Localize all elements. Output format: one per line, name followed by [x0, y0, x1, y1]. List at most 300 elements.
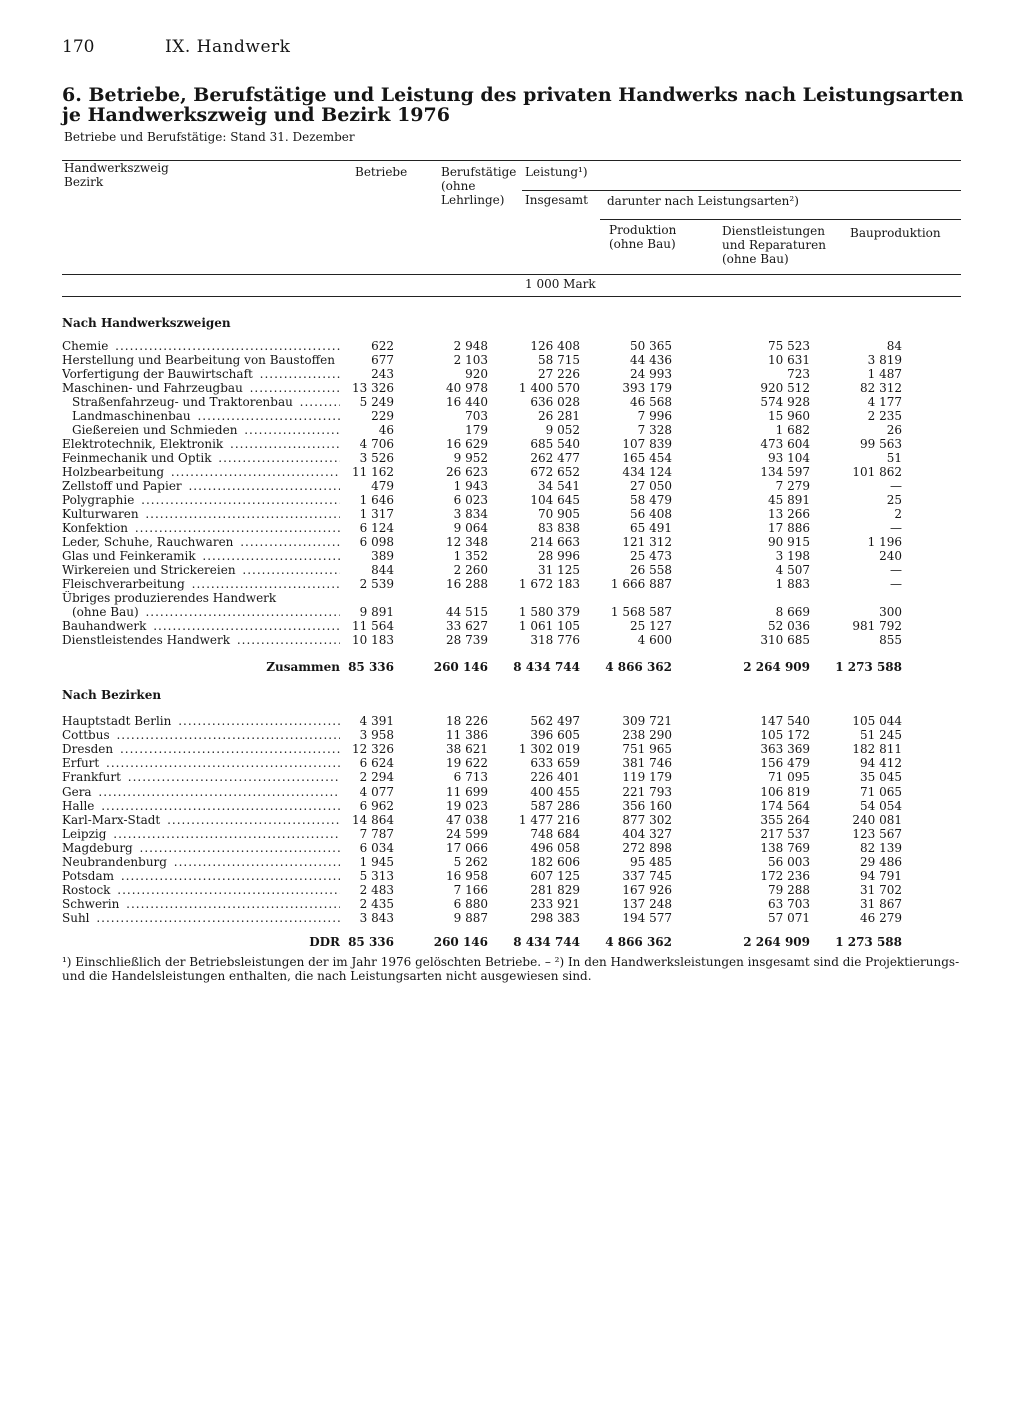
- cell-leistung-insgesamt: 214 663: [530, 535, 580, 549]
- cell-leistung-insgesamt: 672 652: [530, 465, 580, 479]
- cell-bauproduktion: 54 054: [860, 798, 902, 813]
- row-label: [72, 395, 340, 409]
- cell-produktion: 404 327: [622, 826, 672, 841]
- row-label: DDR: [309, 935, 340, 949]
- cell-berufstaetige: 703: [465, 409, 488, 423]
- row-label-text: Holzbearbeitung: [62, 465, 165, 479]
- cell-betriebe: 6 624: [359, 756, 394, 771]
- table-row: [0, 728, 1024, 742]
- cell-berufstaetige: 260 146: [433, 935, 488, 949]
- cell-dienstleistungen: 574 928: [760, 395, 810, 409]
- table-row: [0, 911, 1024, 925]
- cell-produktion: 1 666 887: [610, 577, 672, 591]
- row-label: [62, 479, 340, 493]
- cell-bauproduktion: 51: [886, 451, 902, 465]
- cell-bauproduktion: 2: [894, 507, 902, 521]
- cell-dienstleistungen: 105 172: [760, 728, 810, 743]
- cell-leistung-insgesamt: 126 408: [530, 339, 580, 353]
- row-label-text: Zellstoff und Papier: [62, 479, 182, 493]
- row-label-text: Bauhandwerk: [62, 619, 147, 633]
- header-insgesamt: Insgesamt: [525, 193, 588, 207]
- cell-dienstleistungen: 310 685: [760, 633, 810, 647]
- cell-produktion: 65 491: [630, 521, 672, 535]
- cell-betriebe: 9 891: [359, 605, 394, 619]
- row-label: [62, 465, 340, 479]
- row-label: [62, 619, 340, 633]
- table-row: [0, 367, 1024, 381]
- cell-produktion: 4 600: [637, 633, 672, 647]
- cell-produktion: 434 124: [622, 465, 672, 479]
- header-produktion-2: (ohne Bau): [609, 237, 676, 251]
- header-stub-1: Handwerkszweig: [64, 161, 169, 175]
- cell-dienstleistungen: 1 883: [775, 577, 810, 591]
- table-row: [0, 521, 1024, 535]
- footnote-line-1: ¹) Einschließlich der Betriebsleistungen der im Jahr 1976 gelöschten Betriebe. – ²) In den Handwerksleistungen insgesamt sind die Projektierungs-: [62, 955, 960, 969]
- cell-betriebe: 4 706: [359, 437, 394, 451]
- cell-produktion: 58 479: [630, 493, 672, 507]
- cell-berufstaetige: 24 599: [446, 826, 488, 841]
- table-row: [0, 714, 1024, 728]
- cell-produktion: 393 179: [622, 381, 672, 395]
- table-row: [0, 897, 1024, 911]
- row-label: [62, 911, 340, 925]
- row-label: [62, 756, 340, 770]
- table-row: [0, 423, 1024, 437]
- header-bauproduktion: Bauproduktion: [850, 226, 941, 240]
- row-label: [62, 897, 340, 911]
- cell-dienstleistungen: 71 095: [768, 770, 810, 785]
- table-row: [0, 855, 1024, 869]
- row-label: [62, 451, 340, 465]
- cell-bauproduktion: —: [890, 479, 902, 493]
- cell-produktion: 107 839: [622, 437, 672, 451]
- cell-berufstaetige: 2 103: [453, 353, 488, 367]
- cell-produktion: 309 721: [622, 714, 672, 728]
- row-label: [62, 799, 340, 813]
- row-label-text: Fleischverarbeitung: [62, 577, 185, 591]
- cell-produktion: 27 050: [630, 479, 672, 493]
- row-label: Zusammen: [266, 660, 340, 674]
- cell-berufstaetige: 18 226: [446, 714, 488, 728]
- cell-berufstaetige: 9 952: [453, 451, 488, 465]
- cell-dienstleistungen: 52 036: [768, 619, 810, 633]
- cell-bauproduktion: 4 177: [867, 395, 902, 409]
- cell-dienstleistungen: 10 631: [768, 353, 810, 367]
- cell-leistung-insgesamt: 83 838: [538, 521, 580, 535]
- subheader-rule: [600, 219, 961, 220]
- cell-leistung-insgesamt: 8 434 744: [513, 935, 580, 949]
- row-label: [62, 785, 340, 799]
- cell-bauproduktion: 29 486: [860, 855, 902, 869]
- cell-bauproduktion: 855: [879, 633, 902, 647]
- table-row: [0, 535, 1024, 549]
- row-label-text: Kulturwaren: [62, 507, 139, 521]
- header-bottom-rule: [62, 296, 961, 297]
- cell-berufstaetige: 1 352: [453, 549, 488, 563]
- row-label-text: Erfurt: [62, 756, 100, 771]
- header-leistung: Leistung¹): [525, 165, 588, 179]
- cell-leistung-insgesamt: 496 058: [530, 840, 580, 855]
- cell-berufstaetige: 16 958: [446, 869, 488, 884]
- cell-berufstaetige: 6 713: [453, 770, 488, 785]
- cell-betriebe: 4 391: [359, 714, 394, 728]
- cell-produktion: 165 454: [622, 451, 672, 465]
- row-label: [62, 353, 340, 367]
- cell-dienstleistungen: 17 886: [768, 521, 810, 535]
- row-label-text: Rostock: [62, 883, 111, 898]
- cell-bauproduktion: 25: [886, 493, 902, 507]
- row-label: [62, 714, 340, 728]
- cell-dienstleistungen: 2 264 909: [743, 935, 810, 949]
- table-row: [0, 813, 1024, 827]
- table-row: [0, 827, 1024, 841]
- cell-berufstaetige: 33 627: [446, 619, 488, 633]
- cell-betriebe: 6 124: [359, 521, 394, 535]
- row-label-text: Übriges produzierendes Handwerk: [62, 591, 277, 605]
- row-label: [62, 521, 340, 535]
- table-row: [0, 770, 1024, 784]
- cell-bauproduktion: 2 235: [867, 409, 902, 423]
- cell-leistung-insgesamt: 26 281: [538, 409, 580, 423]
- row-label: [62, 869, 340, 883]
- cell-berufstaetige: 12 348: [446, 535, 488, 549]
- row-label-text: Gera: [62, 784, 92, 799]
- cell-bauproduktion: 300: [879, 605, 902, 619]
- row-label-text: Chemie: [62, 339, 109, 353]
- table-title-line-1: 6. Betriebe, Berufstätige und Leistung des privaten Handwerks nach Leistungsarten: [62, 84, 964, 106]
- row-label: [62, 437, 340, 451]
- section-title-zweige: Nach Handwerkszweigen: [62, 316, 231, 330]
- row-label: [72, 409, 340, 423]
- cell-produktion: 44 436: [630, 353, 672, 367]
- cell-dienstleistungen: 79 288: [768, 883, 810, 898]
- table-row: [0, 465, 1024, 479]
- table-title-line-2: je Handwerkszweig und Bezirk 1976: [62, 104, 450, 126]
- header-dienst-3: (ohne Bau): [722, 252, 789, 266]
- row-label-text: Cottbus: [62, 728, 110, 743]
- row-label-text: Schwerin: [62, 897, 120, 912]
- cell-leistung-insgesamt: 34 541: [538, 479, 580, 493]
- table-row: [0, 577, 1024, 591]
- cell-berufstaetige: 26 623: [446, 465, 488, 479]
- cell-betriebe: 2 435: [359, 897, 394, 912]
- row-label-text: Feinmechanik und Optik: [62, 451, 212, 465]
- cell-leistung-insgesamt: 396 605: [530, 728, 580, 743]
- table-row: [0, 479, 1024, 493]
- row-label: [62, 507, 340, 521]
- cell-betriebe: 5 249: [359, 395, 394, 409]
- cell-produktion: 4 866 362: [605, 935, 672, 949]
- cell-berufstaetige: 260 146: [433, 660, 488, 674]
- row-label: [62, 535, 340, 549]
- cell-betriebe: 3 958: [359, 728, 394, 743]
- row-label-text: (ohne Bau): [72, 605, 139, 619]
- cell-produktion: 56 408: [630, 507, 672, 521]
- cell-leistung-insgesamt: 226 401: [530, 770, 580, 785]
- cell-berufstaetige: 11 699: [446, 784, 488, 799]
- cell-bauproduktion: 35 045: [860, 770, 902, 785]
- row-label-text: Suhl: [62, 911, 90, 926]
- cell-leistung-insgesamt: 58 715: [538, 353, 580, 367]
- cell-produktion: 751 965: [622, 742, 672, 757]
- cell-berufstaetige: 1 943: [453, 479, 488, 493]
- row-label-text: Landmaschinenbau: [72, 409, 191, 423]
- row-label-text: Gießereien und Schmieden: [72, 423, 238, 437]
- cell-bauproduktion: 240: [879, 549, 902, 563]
- cell-betriebe: 46: [378, 423, 394, 437]
- cell-bauproduktion: 84: [886, 339, 902, 353]
- cell-produktion: 25 473: [630, 549, 672, 563]
- cell-dienstleistungen: 90 915: [768, 535, 810, 549]
- row-label: [62, 827, 340, 841]
- cell-betriebe: 3 843: [359, 911, 394, 926]
- cell-dienstleistungen: 473 604: [760, 437, 810, 451]
- cell-bauproduktion: 26: [886, 423, 902, 437]
- row-label: [62, 813, 340, 827]
- cell-produktion: 95 485: [630, 855, 672, 869]
- row-label: [62, 493, 340, 507]
- row-label-text: Neubrandenburg: [62, 855, 167, 869]
- cell-produktion: 356 160: [622, 798, 672, 813]
- cell-leistung-insgesamt: 1 477 216: [518, 812, 580, 827]
- cell-dienstleistungen: 15 960: [768, 409, 810, 423]
- cell-bauproduktion: 31 867: [860, 897, 902, 912]
- cell-leistung-insgesamt: 28 996: [538, 549, 580, 563]
- table-row: [0, 437, 1024, 451]
- cell-berufstaetige: 11 386: [446, 728, 488, 743]
- cell-berufstaetige: 6 880: [453, 897, 488, 912]
- cell-leistung-insgesamt: 636 028: [530, 395, 580, 409]
- table-row: [0, 742, 1024, 756]
- cell-produktion: 50 365: [630, 339, 672, 353]
- cell-produktion: 1 568 587: [610, 605, 672, 619]
- table-row: [0, 619, 1024, 633]
- row-label: [62, 577, 340, 591]
- cell-betriebe: 14 864: [352, 812, 394, 827]
- cell-bauproduktion: 1 196: [867, 535, 902, 549]
- cell-betriebe: 229: [371, 409, 394, 423]
- cell-dienstleistungen: 45 891: [768, 493, 810, 507]
- cell-dienstleistungen: 2 264 909: [743, 660, 810, 674]
- header-berufstaetige-3: Lehrlinge): [441, 193, 505, 207]
- cell-dienstleistungen: 93 104: [768, 451, 810, 465]
- cell-produktion: 877 302: [622, 812, 672, 827]
- cell-betriebe: 844: [371, 563, 394, 577]
- cell-produktion: 7 996: [637, 409, 672, 423]
- cell-leistung-insgesamt: 298 383: [530, 911, 580, 926]
- cell-produktion: 24 993: [630, 367, 672, 381]
- cell-produktion: 26 558: [630, 563, 672, 577]
- cell-betriebe: 6 034: [359, 840, 394, 855]
- cell-bauproduktion: 105 044: [852, 714, 902, 728]
- cell-bauproduktion: 123 567: [852, 826, 902, 841]
- row-label: [62, 381, 340, 395]
- table-row: [0, 883, 1024, 897]
- page-number: 170: [62, 37, 95, 57]
- table-row: [0, 409, 1024, 423]
- cell-berufstaetige: 16 288: [446, 577, 488, 591]
- cell-betriebe: 1 646: [359, 493, 394, 507]
- cell-bauproduktion: 94 791: [860, 869, 902, 884]
- cell-berufstaetige: 920: [465, 367, 488, 381]
- cell-betriebe: 479: [371, 479, 394, 493]
- total-row: [0, 660, 1024, 674]
- row-label: [62, 367, 340, 381]
- cell-leistung-insgesamt: 281 829: [530, 883, 580, 898]
- cell-produktion: 25 127: [630, 619, 672, 633]
- cell-bauproduktion: 46 279: [860, 911, 902, 926]
- cell-produktion: 7 328: [637, 423, 672, 437]
- cell-betriebe: 2 483: [359, 883, 394, 898]
- row-label: [72, 605, 340, 619]
- cell-berufstaetige: 16 629: [446, 437, 488, 451]
- row-label-text: Potsdam: [62, 869, 115, 884]
- cell-dienstleistungen: 134 597: [760, 465, 810, 479]
- cell-berufstaetige: 5 262: [453, 855, 488, 869]
- cell-bauproduktion: 240 081: [852, 812, 902, 827]
- row-label-text: Maschinen- und Fahrzeugbau: [62, 381, 243, 395]
- row-label-text: Polygraphie: [62, 493, 135, 507]
- section-title-bezirke: Nach Bezirken: [62, 688, 162, 702]
- row-label-text: Straßenfahrzeug- und Traktorenbau: [72, 395, 293, 409]
- cell-dienstleistungen: 3 198: [775, 549, 810, 563]
- row-label: [62, 591, 340, 605]
- table-row: [0, 451, 1024, 465]
- cell-dienstleistungen: 156 479: [760, 756, 810, 771]
- cell-leistung-insgesamt: 587 286: [530, 798, 580, 813]
- cell-produktion: 119 179: [622, 770, 672, 785]
- cell-leistung-insgesamt: 104 645: [530, 493, 580, 507]
- cell-dienstleistungen: 75 523: [768, 339, 810, 353]
- cell-leistung-insgesamt: 233 921: [530, 897, 580, 912]
- table-row: [0, 841, 1024, 855]
- row-label-text: Konfektion: [62, 521, 129, 535]
- table-row: [0, 395, 1024, 409]
- cell-leistung-insgesamt: 1 400 570: [518, 381, 580, 395]
- cell-bauproduktion: 1 273 588: [835, 660, 902, 674]
- cell-betriebe: 85 336: [348, 660, 394, 674]
- cell-bauproduktion: 3 819: [867, 353, 902, 367]
- cell-berufstaetige: 44 515: [446, 605, 488, 619]
- cell-dienstleistungen: 13 266: [768, 507, 810, 521]
- cell-berufstaetige: 19 023: [446, 798, 488, 813]
- header-produktion-1: Produktion: [609, 223, 677, 237]
- table-row: [0, 785, 1024, 799]
- cell-dienstleistungen: 7 279: [775, 479, 810, 493]
- header-stub-2: Bezirk: [64, 175, 104, 189]
- row-label-text: Magdeburg: [62, 840, 133, 855]
- row-label-text: Dienstleistendes Handwerk: [62, 633, 231, 647]
- cell-dienstleistungen: 147 540: [760, 714, 810, 728]
- cell-bauproduktion: 981 792: [852, 619, 902, 633]
- cell-betriebe: 4 077: [359, 784, 394, 799]
- cell-berufstaetige: 9 064: [453, 521, 488, 535]
- cell-bauproduktion: 51 245: [860, 728, 902, 743]
- table-row: [0, 591, 1024, 605]
- cell-berufstaetige: 47 038: [446, 812, 488, 827]
- cell-betriebe: 13 326: [352, 381, 394, 395]
- table-row: [0, 869, 1024, 883]
- cell-berufstaetige: 19 622: [446, 756, 488, 771]
- header-berufstaetige-1: Berufstätige: [441, 165, 517, 179]
- cell-produktion: 238 290: [622, 728, 672, 743]
- row-label-text: Herstellung und Bearbeitung von Baustoffen: [62, 353, 335, 367]
- row-label-text: Hauptstadt Berlin: [62, 714, 172, 728]
- row-label: [62, 633, 340, 647]
- cell-betriebe: 622: [371, 339, 394, 353]
- header-dienst-1: Dienstleistungen: [722, 224, 825, 238]
- cell-dienstleistungen: 106 819: [760, 784, 810, 799]
- cell-betriebe: 243: [371, 367, 394, 381]
- cell-leistung-insgesamt: 27 226: [538, 367, 580, 381]
- cell-leistung-insgesamt: 318 776: [530, 633, 580, 647]
- cell-betriebe: 10 183: [352, 633, 394, 647]
- header-berufstaetige-2: (ohne: [441, 179, 476, 193]
- cell-betriebe: 5 313: [359, 869, 394, 884]
- chapter-heading: IX. Handwerk: [165, 37, 291, 57]
- row-label-text: Halle: [62, 798, 95, 813]
- cell-produktion: 137 248: [622, 897, 672, 912]
- cell-betriebe: 6 962: [359, 798, 394, 813]
- cell-berufstaetige: 40 978: [446, 381, 488, 395]
- table-row: [0, 799, 1024, 813]
- cell-betriebe: 3 526: [359, 451, 394, 465]
- cell-dienstleistungen: 217 537: [760, 826, 810, 841]
- cell-leistung-insgesamt: 562 497: [530, 714, 580, 728]
- cell-bauproduktion: 1 273 588: [835, 935, 902, 949]
- table-row: [0, 605, 1024, 619]
- cell-leistung-insgesamt: 1 302 019: [518, 742, 580, 757]
- cell-dienstleistungen: 63 703: [768, 897, 810, 912]
- cell-berufstaetige: 16 440: [446, 395, 488, 409]
- cell-leistung-insgesamt: 607 125: [530, 869, 580, 884]
- cell-leistung-insgesamt: 633 659: [530, 756, 580, 771]
- row-label-text: Frankfurt: [62, 770, 121, 785]
- cell-berufstaetige: 3 834: [453, 507, 488, 521]
- total-row: [0, 935, 1024, 949]
- row-label: [62, 855, 340, 869]
- cell-bauproduktion: 99 563: [860, 437, 902, 451]
- cell-betriebe: 389: [371, 549, 394, 563]
- cell-betriebe: 11 564: [352, 619, 394, 633]
- cell-produktion: 272 898: [622, 840, 672, 855]
- row-label: [62, 742, 340, 756]
- row-label-text: Vorfertigung der Bauwirtschaft: [62, 367, 253, 381]
- cell-berufstaetige: 6 023: [453, 493, 488, 507]
- table-row: [0, 756, 1024, 770]
- table-subtitle: Betriebe und Berufstätige: Stand 31. Dezember: [64, 130, 355, 144]
- cell-dienstleistungen: 1 682: [775, 423, 810, 437]
- cell-produktion: 121 312: [622, 535, 672, 549]
- cell-dienstleistungen: 8 669: [775, 605, 810, 619]
- row-label: [62, 563, 340, 577]
- header-dienst-2: und Reparaturen: [722, 238, 826, 252]
- table-row: [0, 353, 1024, 367]
- cell-leistung-insgesamt: 262 477: [530, 451, 580, 465]
- cell-produktion: 221 793: [622, 784, 672, 799]
- row-label: [72, 423, 340, 437]
- cell-leistung-insgesamt: 1 580 379: [518, 605, 580, 619]
- cell-betriebe: 12 326: [352, 742, 394, 757]
- cell-produktion: 194 577: [622, 911, 672, 926]
- row-label: [62, 841, 340, 855]
- header-unit: 1 000 Mark: [525, 277, 596, 291]
- row-label-text: Glas und Feinkeramik: [62, 549, 196, 563]
- cell-dienstleistungen: 172 236: [760, 869, 810, 884]
- header-darunter: darunter nach Leistungsarten²): [607, 194, 799, 208]
- cell-produktion: 337 745: [622, 869, 672, 884]
- cell-betriebe: 6 098: [359, 535, 394, 549]
